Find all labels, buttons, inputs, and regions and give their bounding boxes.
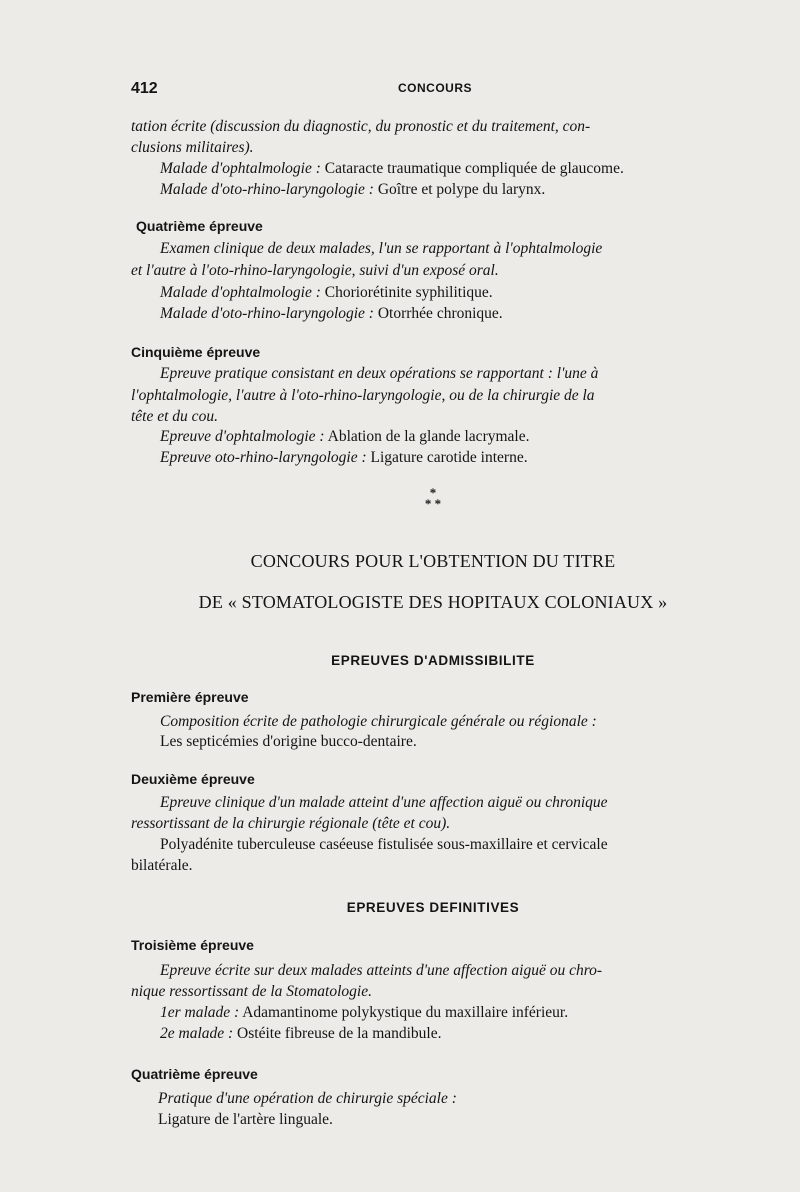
paragraph-line: Epreuve clinique d'un malade atteint d'une affection aiguë ou chronique xyxy=(160,794,608,811)
section-heading: Cinquième épreuve xyxy=(131,344,261,360)
item-label: Malade d'ophtalmologie : xyxy=(160,284,321,301)
paragraph-line: Les septicémies d'origine bucco-dentaire. xyxy=(160,733,417,750)
exam-item xyxy=(160,284,493,302)
item-text: Ligature carotide interne. xyxy=(370,449,528,466)
page-number: 412 xyxy=(131,80,158,97)
exam-item xyxy=(160,305,503,323)
section-heading: Deuxième épreuve xyxy=(131,771,255,787)
item-text: Choriorétinite syphilitique. xyxy=(324,284,493,301)
paragraph-line: tête et du cou. xyxy=(131,408,218,425)
paragraph-line: Examen clinique de deux malades, l'un se rapportant à l'ophtalmologie xyxy=(160,240,603,257)
exam-item xyxy=(160,428,529,446)
subsection-heading: EPREUVES D'ADMISSIBILITE xyxy=(331,653,535,668)
paragraph-line: clusions militaires). xyxy=(131,139,254,156)
item-text: Adamantinome polykystique du maxillaire inférieur. xyxy=(242,1004,569,1021)
item-label: Malade d'oto-rhino-laryngologie : xyxy=(160,305,374,322)
paragraph-line: Composition écrite de pathologie chirurgicale générale ou régionale : xyxy=(160,713,597,730)
asterism-bottom: * * xyxy=(424,496,442,511)
exam-item xyxy=(160,1004,568,1022)
exam-item xyxy=(160,1025,442,1043)
item-text: Ostéite fibreuse de la mandibule. xyxy=(237,1025,442,1042)
section-heading: Quatrième épreuve xyxy=(136,218,263,234)
item-text: Goître et polype du larynx. xyxy=(377,181,546,198)
paragraph-line: ressortissant de la chirurgie régionale (tête et cou). xyxy=(131,815,451,832)
item-label: Epreuve oto-rhino-laryngologie : xyxy=(160,449,367,466)
item-text: Cataracte traumatique compliquée de glaucome. xyxy=(324,160,624,177)
paragraph-line: tation écrite (discussion du diagnostic, du pronostic et du traitement, con- xyxy=(131,118,591,135)
paragraph-line: Polyadénite tuberculeuse caséeuse fistulisée sous-maxillaire et cervicale xyxy=(160,836,608,853)
separator-asterism xyxy=(413,487,453,509)
main-title-line1: CONCOURS POUR L'OBTENTION DU TITRE xyxy=(250,551,616,571)
paragraph-line: bilatérale. xyxy=(131,857,193,874)
item-label: 1er malade : xyxy=(160,1004,240,1021)
asterism-top: * xyxy=(429,485,437,500)
subsection-heading: EPREUVES DEFINITIVES xyxy=(346,900,520,915)
section-heading: Première épreuve xyxy=(131,689,249,705)
item-text: Otorrhée chronique. xyxy=(377,305,503,322)
item-label: Malade d'oto-rhino-laryngologie : xyxy=(160,181,374,198)
exam-item xyxy=(160,449,528,467)
paragraph-line: Epreuve écrite sur deux malades atteints d'une affection aiguë ou chro- xyxy=(160,962,603,979)
paragraph-line: et l'autre à l'oto-rhino-laryngologie, suivi d'un exposé oral. xyxy=(131,262,499,279)
paragraph-line: nique ressortissant de la Stomatologie. xyxy=(131,983,372,1000)
section-heading: Troisième épreuve xyxy=(131,937,254,953)
main-title-line2: DE « STOMATOLOGISTE DES HOPITAUX COLONIAUX » xyxy=(198,592,668,612)
item-label: Malade d'ophtalmologie : xyxy=(160,160,321,177)
paragraph-line: Pratique d'une opération de chirurgie spéciale : xyxy=(158,1090,457,1107)
running-title: CONCOURS xyxy=(398,81,473,95)
item-label: Epreuve d'ophtalmologie : xyxy=(160,428,325,445)
item-label: 2e malade : xyxy=(160,1025,234,1042)
exam-item xyxy=(160,160,624,178)
paragraph-line: l'ophtalmologie, l'autre à l'oto-rhino-laryngologie, ou de la chirurgie de la xyxy=(131,387,595,404)
paragraph-line: Epreuve pratique consistant en deux opérations se rapportant : l'une à xyxy=(160,365,599,382)
exam-item xyxy=(160,181,545,199)
section-heading: Quatrième épreuve xyxy=(131,1066,258,1082)
item-text: Ablation de la glande lacrymale. xyxy=(327,428,530,445)
paragraph-line: Ligature de l'artère linguale. xyxy=(158,1111,333,1128)
